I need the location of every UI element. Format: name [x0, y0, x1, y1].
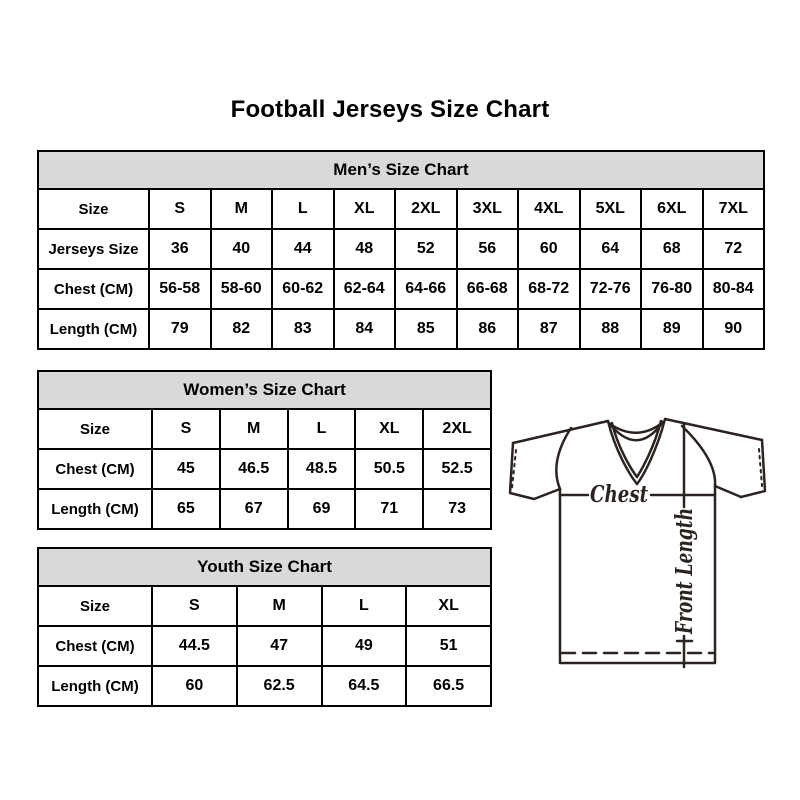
womens-size-table: [37, 370, 492, 530]
value-cell: 4XL: [518, 189, 580, 229]
value-cell: 66.5: [406, 666, 491, 706]
value-cell: 82: [211, 309, 273, 349]
value-cell: 68-72: [518, 269, 580, 309]
jersey-outline: [510, 419, 765, 667]
mens-size-table: [37, 150, 765, 350]
right-cuff-stitch-line: [759, 449, 762, 486]
value-cell: 87: [518, 309, 580, 349]
value-cell: 50.5: [355, 449, 423, 489]
row-label: Size: [38, 189, 149, 229]
row-label: Chest (CM): [38, 449, 152, 489]
value-cell: L: [322, 586, 407, 626]
value-cell: 52: [395, 229, 457, 269]
value-cell: 60: [152, 666, 237, 706]
jersey-measurement-diagram: [503, 398, 773, 678]
value-cell: 40: [211, 229, 273, 269]
value-cell: 65: [152, 489, 220, 529]
jersey-diagram-icon: [503, 398, 773, 678]
value-cell: 48.5: [288, 449, 356, 489]
value-cell: 52.5: [423, 449, 491, 489]
value-cell: M: [211, 189, 273, 229]
table-header-youth: Youth Size Chart: [38, 548, 491, 586]
value-cell: 5XL: [580, 189, 642, 229]
value-cell: 48: [334, 229, 396, 269]
row-label: Length (CM): [38, 489, 152, 529]
value-cell: 62-64: [334, 269, 396, 309]
value-cell: 84: [334, 309, 396, 349]
value-cell: 45: [152, 449, 220, 489]
value-cell: 64.5: [322, 666, 407, 706]
table-row: [38, 666, 491, 706]
value-cell: 2XL: [395, 189, 457, 229]
value-cell: 88: [580, 309, 642, 349]
value-cell: 69: [288, 489, 356, 529]
table-header-womens: Women’s Size Chart: [38, 371, 491, 409]
value-cell: M: [237, 586, 322, 626]
value-cell: S: [152, 586, 237, 626]
value-cell: 68: [641, 229, 703, 269]
value-cell: 67: [220, 489, 288, 529]
front-length-label: Front Length: [671, 464, 698, 634]
table-row: [38, 586, 491, 626]
table-row: [38, 626, 491, 666]
table-header-mens: Men’s Size Chart: [38, 151, 764, 189]
value-cell: S: [152, 409, 220, 449]
value-cell: S: [149, 189, 211, 229]
value-cell: 90: [703, 309, 765, 349]
row-label: Jerseys Size: [38, 229, 149, 269]
value-cell: 71: [355, 489, 423, 529]
row-label: Chest (CM): [38, 626, 152, 666]
table-row: [38, 409, 491, 449]
value-cell: 3XL: [457, 189, 519, 229]
value-cell: 73: [423, 489, 491, 529]
value-cell: 7XL: [703, 189, 765, 229]
value-cell: 80-84: [703, 269, 765, 309]
value-cell: 76-80: [641, 269, 703, 309]
table-row: [38, 269, 764, 309]
value-cell: 51: [406, 626, 491, 666]
value-cell: 6XL: [641, 189, 703, 229]
value-cell: 66-68: [457, 269, 519, 309]
row-label: Chest (CM): [38, 269, 149, 309]
value-cell: L: [272, 189, 334, 229]
value-cell: 44.5: [152, 626, 237, 666]
value-cell: 56: [457, 229, 519, 269]
value-cell: 79: [149, 309, 211, 349]
value-cell: 58-60: [211, 269, 273, 309]
value-cell: 89: [641, 309, 703, 349]
row-label: Length (CM): [38, 309, 149, 349]
value-cell: XL: [355, 409, 423, 449]
table-row: [38, 449, 491, 489]
value-cell: 60-62: [272, 269, 334, 309]
value-cell: 62.5: [237, 666, 322, 706]
youth-size-table: [37, 547, 492, 707]
row-label: Size: [38, 586, 152, 626]
value-cell: 36: [149, 229, 211, 269]
value-cell: 60: [518, 229, 580, 269]
value-cell: 83: [272, 309, 334, 349]
value-cell: 2XL: [423, 409, 491, 449]
value-cell: 72: [703, 229, 765, 269]
chest-label: Chest: [590, 481, 649, 508]
table-row: [38, 489, 491, 529]
value-cell: 49: [322, 626, 407, 666]
table-row: [38, 189, 764, 229]
value-cell: 46.5: [220, 449, 288, 489]
page-title: Football Jerseys Size Chart: [230, 96, 550, 123]
value-cell: 85: [395, 309, 457, 349]
value-cell: 44: [272, 229, 334, 269]
value-cell: L: [288, 409, 356, 449]
value-cell: 86: [457, 309, 519, 349]
row-label: Size: [38, 409, 152, 449]
value-cell: 64: [580, 229, 642, 269]
value-cell: M: [220, 409, 288, 449]
value-cell: XL: [334, 189, 396, 229]
value-cell: 72-76: [580, 269, 642, 309]
value-cell: 64-66: [395, 269, 457, 309]
value-cell: 47: [237, 626, 322, 666]
value-cell: 56-58: [149, 269, 211, 309]
table-row: [38, 229, 764, 269]
value-cell: XL: [406, 586, 491, 626]
row-label: Length (CM): [38, 666, 152, 706]
table-row: [38, 309, 764, 349]
